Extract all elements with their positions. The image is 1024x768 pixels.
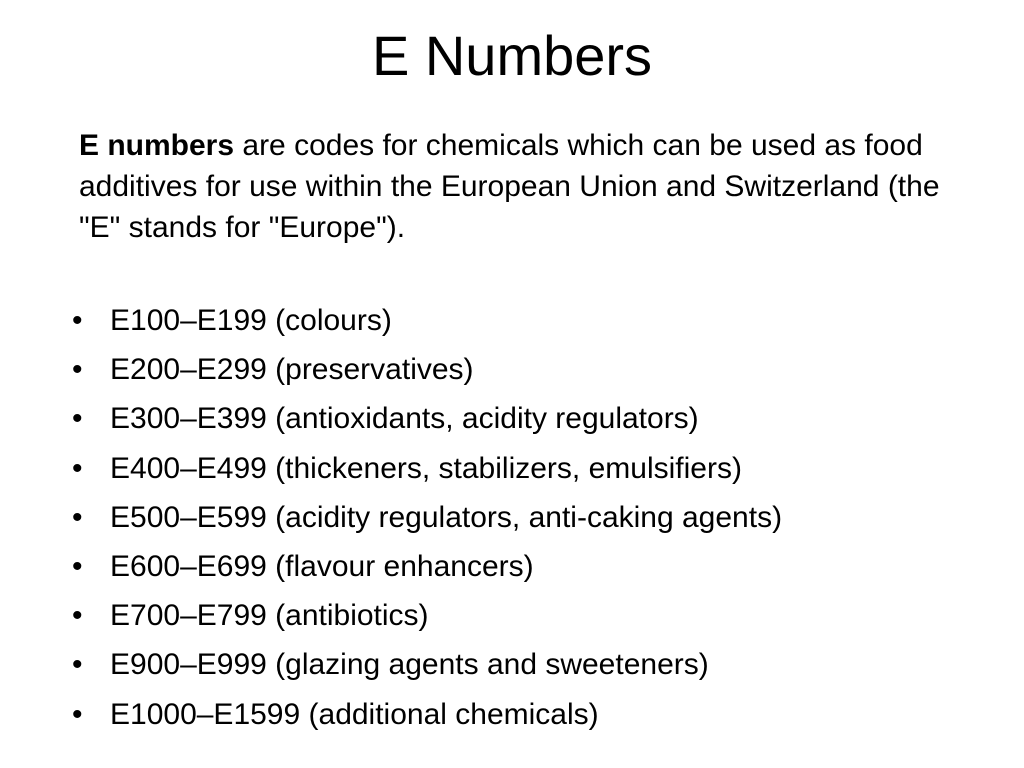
bullet-icon: • <box>72 500 83 534</box>
list-item-text: E400–E499 (thickeners, stabilizers, emulsifiers) <box>110 451 742 485</box>
list-item <box>68 444 968 493</box>
list-item-text: E100–E199 (colours) <box>110 304 392 337</box>
list-item <box>68 640 968 689</box>
list-item-text: E300–E399 (antioxidants, acidity regulators) <box>110 402 699 436</box>
slide-title: E Numbers <box>371 24 653 87</box>
bullet-icon: • <box>72 648 83 682</box>
intro-paragraph <box>79 125 959 248</box>
list-item <box>68 591 968 640</box>
list-item-text: E600–E699 (flavour enhancers) <box>110 550 534 584</box>
e-number-range-list <box>68 296 968 739</box>
bullet-icon: • <box>72 402 83 436</box>
list-item <box>68 394 968 443</box>
bullet-icon: • <box>72 599 83 633</box>
bullet-icon: • <box>72 353 83 387</box>
list-item-text: E700–E799 (antibiotics) <box>110 599 429 633</box>
list-item-text: E200–E299 (preservatives) <box>110 353 474 387</box>
list-item-text: E900–E999 (glazing agents and sweeteners) <box>110 648 709 682</box>
bullet-icon: • <box>72 697 83 731</box>
list-item <box>68 296 968 345</box>
intro-text: are codes for chemicals which can be used as food additives for use within the European Union and Switzerland (the "E" stands for "Europe"). <box>79 129 940 244</box>
intro-term: E numbers <box>79 129 235 162</box>
bullet-icon: • <box>72 451 83 485</box>
list-item <box>68 345 968 394</box>
list-item <box>68 690 968 739</box>
list-item <box>68 493 968 542</box>
bullet-icon: • <box>72 304 83 337</box>
list-item-text: E1000–E1599 (additional chemicals) <box>110 697 599 731</box>
list-item <box>68 542 968 591</box>
list-item-text: E500–E599 (acidity regulators, anti-caking agents) <box>110 500 783 534</box>
bullet-icon: • <box>72 550 83 584</box>
